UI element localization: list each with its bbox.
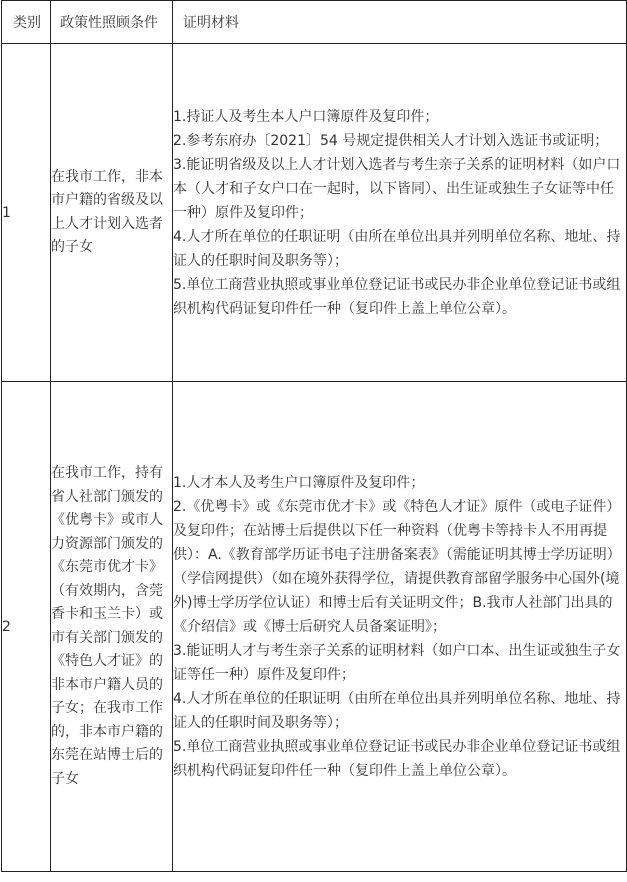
- table-row: [2, 382, 627, 872]
- header-materials: 证明材料: [173, 1, 627, 44]
- condition-cell: 在我市工作，持有省人社部门颁发的《优粤卡》或市人力资源部门颁发的《东莞市优才卡》（有效期内，含莞香卡和玉兰卡）或市有关部门颁发的《特色人才证》的非本市户籍人员的子女；在我市工作的，非本市户籍的东莞在站博士后的子女: [51, 382, 173, 872]
- policy-table: [1, 0, 627, 872]
- table-header-row: [2, 1, 627, 44]
- material-item: 1.持证人及考生本人户口簿原件及复印件；: [173, 108, 439, 125]
- category-cell: 1: [2, 44, 51, 382]
- condition-cell: 在我市工作，非本市户籍的省级及以上人才计划入选者的子女: [51, 44, 173, 382]
- material-item: 4.人才所在单位的任职证明（由所在单位出具并列明单位名称、地址、持证人的任职时间及职务等）；: [173, 690, 621, 731]
- material-item: 1.人才本人及考生户口簿原件及复印件；: [173, 474, 425, 491]
- material-item: 5.单位工商营业执照或事业单位登记证书或民办非企业单位登记证书或组织机构代码证复印件任一种（复印件上盖上单位公章）。: [173, 738, 621, 779]
- header-category: 类别: [2, 1, 51, 44]
- header-condition: 政策性照顾条件: [51, 1, 173, 44]
- material-item: 2.参考东府办〔2021〕54 号规定提供相关人才计划入选证书或证明；: [173, 132, 609, 149]
- material-item: 2.《优粤卡》或《东莞市优才卡》或《特色人才证》原件（或电子证件）及复印件；在站博士后提供以下任一种资料（优粤卡等持卡人不用再提供）：A.《教育部学历证书电子注册备案表》（需能证明其博士学历证明）（学信网提供）（如在境外获得学位，请提供教育部留学服务中心国外(境外)博士学历学位认证）和博士后有关证明文件；B.我市人社部门出具的《介绍信》或《博士后研究人员备案证明》；: [173, 498, 621, 635]
- material-item: 3.能证明省级及以上人才计划入选者与考生亲子关系的证明材料（如户口本（人才和子女户口在一起时，以下皆同）、出生证或独生子女证等中任一种）原件及复印件；: [173, 156, 621, 221]
- materials-cell: [173, 382, 627, 872]
- table-row: [2, 44, 627, 382]
- materials-cell: [173, 44, 627, 382]
- material-item: 5.单位工商营业执照或事业单位登记证书或民办非企业单位登记证书或组织机构代码证复印件任一种（复印件上盖上单位公章）。: [173, 276, 621, 317]
- category-cell: 2: [2, 382, 51, 872]
- material-item: 3.能证明人才与考生亲子关系的证明材料（如户口本、出生证或独生子女证等任一种）原件及复印件；: [173, 642, 621, 683]
- material-item: 4.人才所在单位的任职证明（由所在单位出具并列明单位名称、地址、持证人的任职时间及职务等）；: [173, 228, 621, 269]
